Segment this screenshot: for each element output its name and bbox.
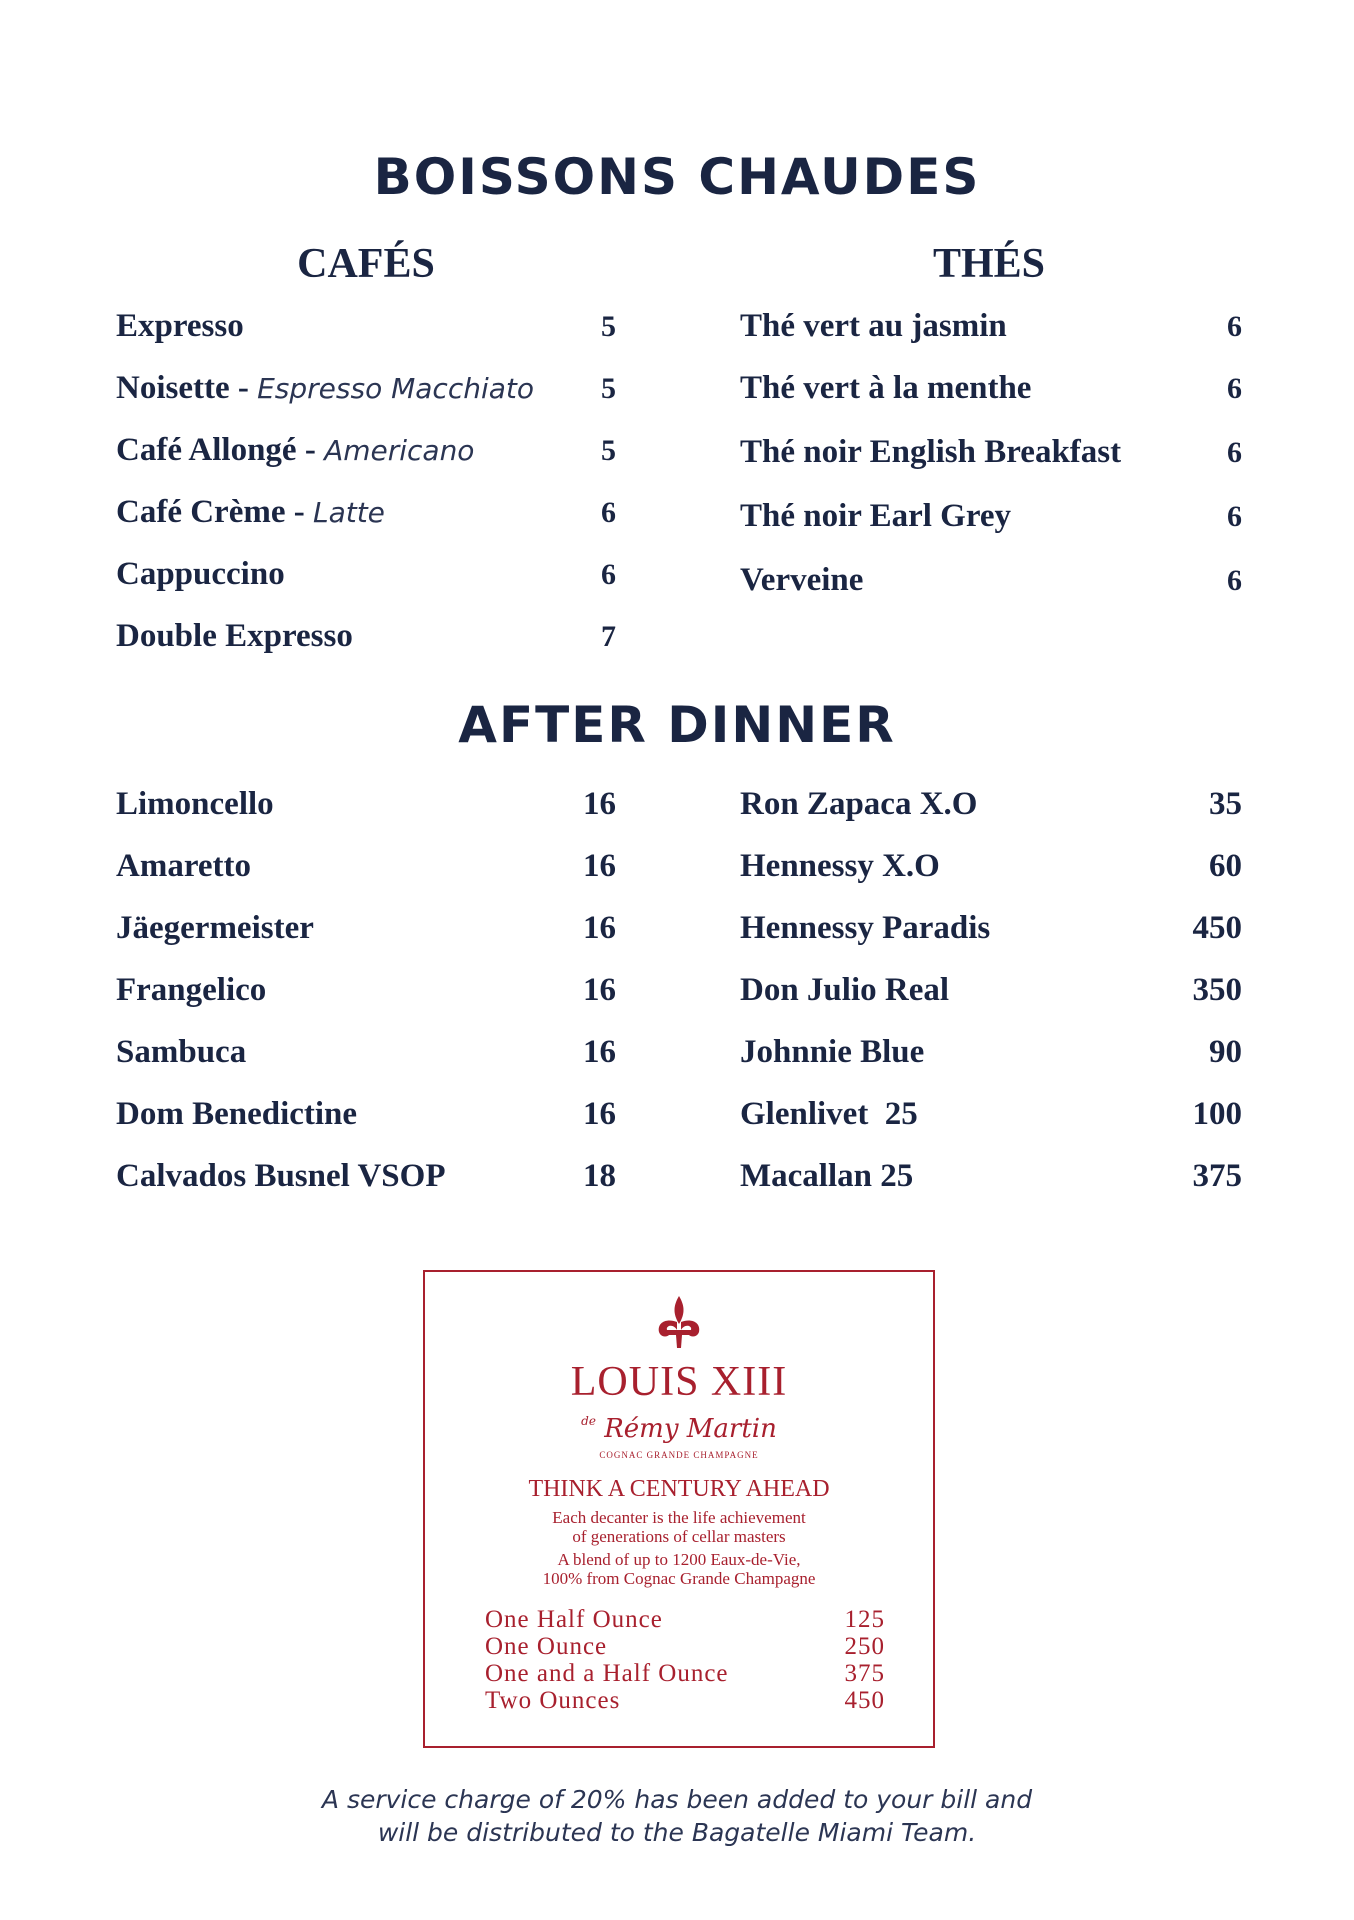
louis-price-list bbox=[485, 1606, 885, 1714]
price-row: One and a Half Ounce 375 bbox=[485, 1660, 885, 1687]
item-price: 375 bbox=[1192, 1158, 1242, 1194]
service-charge-note: A service charge of 20% has been added to your bill and will be distributed to the Bagatelle Miami Team. bbox=[321, 1785, 1033, 1847]
price-row: One Ounce 250 bbox=[485, 1633, 885, 1660]
item-price: 6 bbox=[1227, 372, 1242, 405]
price-row: One Half Ounce 125 bbox=[485, 1606, 885, 1633]
menu-item: Sambuca 16 bbox=[116, 1034, 616, 1070]
cafes-title: CAFÉS bbox=[297, 241, 435, 287]
item-price: 16 bbox=[583, 972, 616, 1008]
menu-item: Jäegermeister 16 bbox=[116, 910, 616, 946]
appellation: COGNAC GRANDE CHAMPAGNE bbox=[599, 1450, 759, 1460]
menu-item: Macallan 25 375 bbox=[740, 1158, 1242, 1194]
item-price: 5 bbox=[601, 434, 616, 467]
menu-item: Hennessy X.O 60 bbox=[740, 848, 1242, 884]
item-price: 6 bbox=[1227, 500, 1242, 533]
item-price: 450 bbox=[1192, 910, 1242, 946]
fleur-de-lis-icon bbox=[425, 1292, 933, 1352]
menu-item: Hennessy Paradis 450 bbox=[740, 910, 1242, 946]
description-1: Each decanter is the life achievement of generations of cellar masters bbox=[552, 1508, 806, 1546]
menu-item: Thé vert à la menthe 6 bbox=[740, 370, 1242, 406]
item-price: 35 bbox=[1209, 786, 1242, 822]
menu-item: Limoncello 16 bbox=[116, 786, 616, 822]
menu-item: Amaretto 16 bbox=[116, 848, 616, 884]
menu-item: Glenlivet 25 100 bbox=[740, 1096, 1242, 1132]
menu-item: Calvados Busnel VSOP 18 bbox=[116, 1158, 616, 1194]
item-price: 16 bbox=[583, 1096, 616, 1132]
menu-item: Verveine 6 bbox=[740, 562, 1242, 598]
item-price: 16 bbox=[583, 1034, 616, 1070]
item-price: 90 bbox=[1209, 1034, 1242, 1070]
hot-drinks-title: BOISSONS CHAUDES bbox=[373, 148, 981, 206]
item-price: 5 bbox=[601, 310, 616, 343]
menu-item: Ron Zapaca X.O 35 bbox=[740, 786, 1242, 822]
description-2: A blend of up to 1200 Eaux-de-Vie, 100% from Cognac Grande Champagne bbox=[542, 1550, 816, 1588]
menu-item: Café Crème - Latte 6 bbox=[116, 494, 616, 530]
menu-item: Thé noir Earl Grey 6 bbox=[740, 498, 1242, 534]
item-price: 16 bbox=[583, 910, 616, 946]
thes-title: THÉS bbox=[932, 241, 1046, 287]
menu-item: Frangelico 16 bbox=[116, 972, 616, 1008]
menu-item: Double Expresso 7 bbox=[116, 618, 616, 654]
after-dinner-title: AFTER DINNER bbox=[458, 696, 896, 754]
menu-item: Don Julio Real 350 bbox=[740, 972, 1242, 1008]
item-price: 7 bbox=[601, 620, 616, 653]
item-price: 6 bbox=[1227, 436, 1242, 469]
item-price: 6 bbox=[601, 496, 616, 529]
item-price: 350 bbox=[1192, 972, 1242, 1008]
menu-item: Cappuccino 6 bbox=[116, 556, 616, 592]
item-price: 16 bbox=[583, 848, 616, 884]
tagline: THINK A CENTURY AHEAD bbox=[528, 1476, 830, 1502]
menu-item: Noisette - Espresso Macchiato 5 bbox=[116, 370, 616, 406]
louis-xiii-box bbox=[423, 1270, 935, 1748]
item-price: 16 bbox=[583, 786, 616, 822]
price-row: Two Ounces 450 bbox=[485, 1687, 885, 1714]
item-price: 6 bbox=[1227, 310, 1242, 343]
item-price: 60 bbox=[1209, 848, 1242, 884]
menu-item: Dom Benedictine 16 bbox=[116, 1096, 616, 1132]
menu-item: Expresso 5 bbox=[116, 308, 616, 344]
remy-martin-logo: $^{de}$ Rémy Martin bbox=[581, 1414, 777, 1444]
item-price: 5 bbox=[601, 372, 616, 405]
item-price: 100 bbox=[1192, 1096, 1242, 1132]
menu-item: Johnnie Blue 90 bbox=[740, 1034, 1242, 1070]
louis-xiii-brand: LOUIS XIII bbox=[570, 1359, 788, 1405]
item-price: 6 bbox=[601, 558, 616, 591]
menu-item: Thé vert au jasmin 6 bbox=[740, 308, 1242, 344]
menu-item: Café Allongé - Americano 5 bbox=[116, 432, 616, 468]
item-price: 6 bbox=[1227, 564, 1242, 597]
menu-item: Thé noir English Breakfast 6 bbox=[740, 434, 1242, 470]
item-price: 18 bbox=[583, 1158, 616, 1194]
